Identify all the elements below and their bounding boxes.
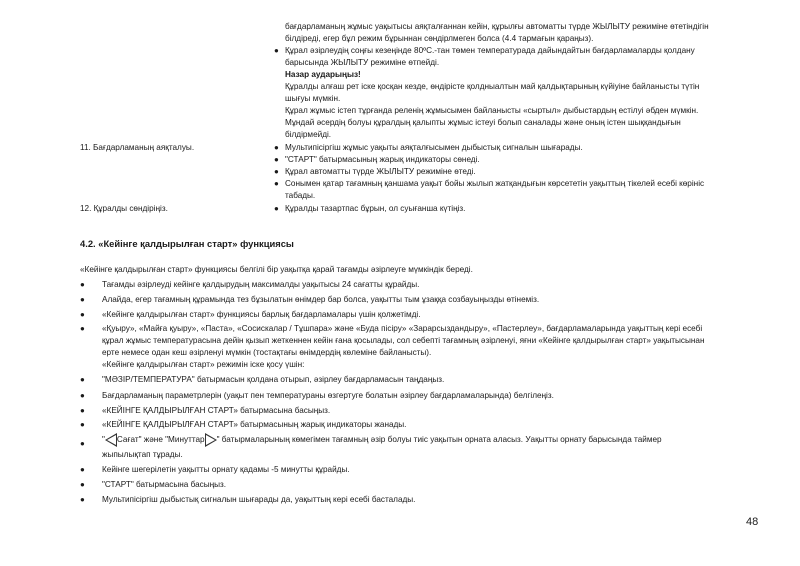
continuation-line-2: білдіреді, егер бұл режим бұрыннан сөндірлмеген болса (4.4 тармағын қараңыз).	[285, 34, 594, 43]
row-11-bullet-3: Құрал автоматты түрде ЖЫЛЫТУ режиміне өтеді.	[285, 167, 476, 176]
temp-note-line-1: Құрал әзірлеудің соңғы кезеңінде 80ºС.-тан төмен температурада дайындайтын бағдарламаларды қолдану	[285, 46, 695, 55]
bullet-dot: ●	[274, 46, 279, 55]
attention-line-3: Құрал жұмыс істеп тұрғанда реленің жұмысымен байланысты «сыртыл» дыбыстардың естілуі әбден мүмкін.	[285, 106, 699, 115]
bullet-dot: ●	[80, 310, 85, 319]
bullet-dot: ●	[80, 295, 85, 304]
bullet-dot: ●	[80, 465, 85, 474]
attention-line-4: Мұндай әсердің болуы құралдың қалыпты жұмыс істеуі болып саналады және оның істен шыққандығын	[285, 118, 681, 127]
row-11-label: 11. Бағдарламаның аяқталуы.	[80, 143, 195, 152]
attention-title: Назар аударыңыз!	[285, 70, 361, 79]
bullet-indicator-on: «КЕЙІНГЕ ҚАЛДЫРЫЛҒАН СТАРТ» батырмасының жарық индикаторы жанады.	[102, 420, 407, 429]
bullet-dot: ●	[80, 439, 85, 448]
bullet-dot: ●	[80, 420, 85, 429]
bullet-programs-line-3: ерте немесе одан кеш әзірленуі мүмкін (тостақтағы өнімдердің көлеміне байланысты).	[102, 348, 432, 357]
triangle-right-icon	[205, 433, 217, 447]
bullet-dot: ●	[274, 179, 279, 188]
bullet-dot: ●	[274, 167, 279, 176]
row-12-bullet: Құралды тазартпас бұрын, ол суығанша күтіңіз.	[285, 204, 466, 213]
delayed-start-howto: «Кейінге қалдырылған старт» режимін іске қосу үшін:	[102, 360, 305, 369]
bullet-countdown: Мультипісіргіш дыбыстық сигналын шығарады да, уақыттың кері есебі басталады.	[102, 495, 416, 504]
row-11-bullet-2: "СТАРТ" батырмасының жарық индикаторы сөнеді.	[285, 155, 480, 164]
bullet-max-time: Тағамды әзірлеуді кейінге қалдырудың максималды уақытысы 24 сағатты құрайды.	[102, 280, 420, 289]
attention-line-5: білдірмейді.	[285, 130, 332, 139]
temp-note-line-2: барысында ЖЫЛЫТУ режиміне өтпейді.	[285, 58, 440, 67]
bullet-press-delayed: «КЕЙІНГЕ ҚАЛДЫРЫЛҒАН СТАРТ» батырмасына басыңыз.	[102, 406, 331, 415]
row-11-bullet-1: Мультипісіргіш жұмыс уақыты аяқталғысымен дыбыстық сигналын шығарады.	[285, 143, 583, 152]
section-heading: 4.2. «Кейінге қалдырылған старт» функциясы	[80, 238, 294, 249]
section-intro: «Кейінге қалдырылған старт» функциясы белгілі бір уақытқа қарай тағамды әзірлеуге мүмкіндік береді.	[80, 265, 473, 274]
bullet-dot: ●	[274, 155, 279, 164]
bullet-menu-select: "МӘЗІР/ТЕМПЕРАТУРА" батырмасын қолдана отырып, әзірлеу бағдарламасын таңдаңыз.	[102, 375, 445, 384]
bullet-programs-line-1: «Қуыру», «Майға қуыру», «Паста», «Сосискалар / Тұшпара» және «Буда пісіру» «Зарарсыздандыру», «Пастерлеу», бағдарламаларында уақыттың кері есебі	[102, 324, 703, 333]
bullet-dot: ●	[274, 204, 279, 213]
bullet-programs-line-2: құрал жұмыс температурасына дейін қызып жеткеннен кейін ғана қосылады, сол себепті тағамның әзірленуі, яғни «Кейінге қалдырылған старт» уақытысынан	[102, 336, 705, 345]
bullet-dot: ●	[80, 375, 85, 384]
bullet-all-programs: «Кейінге қалдырылған старт» функциясы барлық бағдарламалары үшін қолжетімді.	[102, 310, 421, 319]
attention-line-1: Құралды алғаш рет іске қосқан кезде, өндірісте қолдныалтын май қалдықтарының күйіуіне байланысты түтін	[285, 82, 700, 91]
page-number: 48	[746, 516, 759, 528]
bullet-dot: ●	[80, 324, 85, 333]
bullet-set-params: Бағдарламаның параметрлерін (уақыт пен температураны өзгертуге болатын әзірлеу бағдарламаларында) белгілеңіз.	[102, 391, 554, 400]
bullet-set-time-tail: жыпылықтап тұрады.	[102, 450, 183, 459]
row-12-label: 12. Құралды сөндіріңіз.	[80, 204, 168, 213]
bullet-dot: ●	[274, 143, 279, 152]
triangle-left-icon	[105, 433, 117, 447]
row-11-tail: табады.	[285, 191, 316, 200]
bullet-dot: ●	[80, 280, 85, 289]
bullet-dot: ●	[80, 391, 85, 400]
bullet-dot: ●	[80, 495, 85, 504]
bullet-dot: ●	[80, 406, 85, 415]
bullet-perishable: Алайда, егер тағамның құрамында тез бұзылатын өнімдер бар болса, уақытты тым ұзаққа созбауыңызды өтінеміз.	[102, 295, 540, 304]
bullet-time-step: Кейінге шегерілетін уақытты орнату қадамы -5 минутты құрайды.	[102, 465, 350, 474]
bullet-press-start: "СТАРТ" батырмасына басыңыз.	[102, 480, 227, 489]
attention-line-2: шығуы мүмкін.	[285, 94, 341, 103]
bullet-set-time: " Сағат" және "Минуттар " батырмаларының көмегімен тағамның әзір болуы тиіс уақытын орната аласыз. Уақытты орнату барысында таймер	[102, 433, 662, 447]
row-11-bullet-4: Сонымен қатар тағамның қаншама уақыт бойы жылып жатқандығын көрсететін уақыттың тікелей есебі көрініс	[285, 179, 705, 188]
bullet-dot: ●	[80, 480, 85, 489]
continuation-line-1: бағдарламаның жұмыс уақытысы аяқталғаннан кейін, құрылғы автоматты түрде ЖЫЛЫТУ режиміне өтетіндігін	[285, 22, 709, 31]
